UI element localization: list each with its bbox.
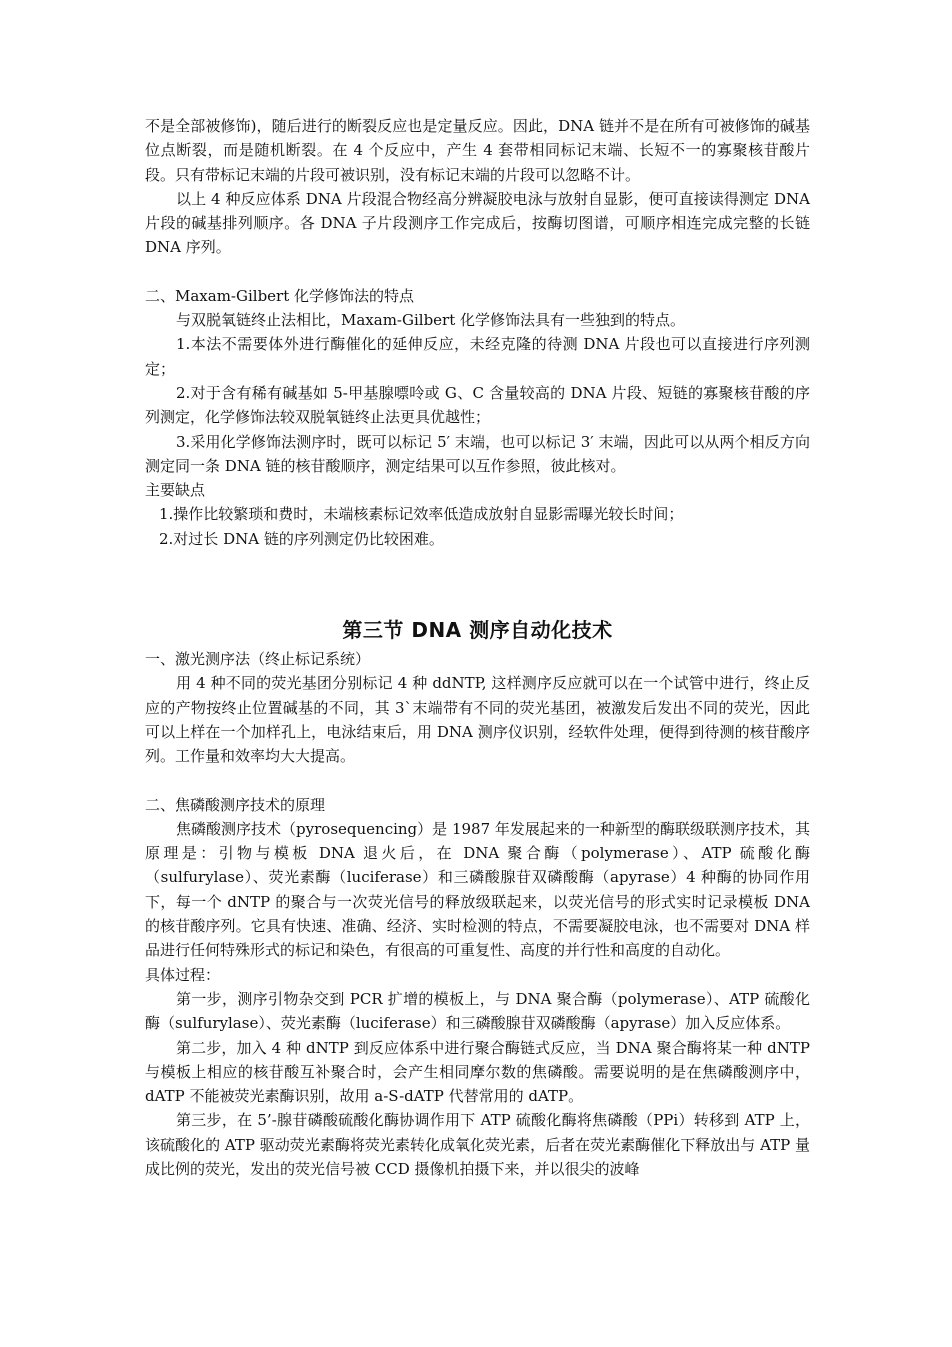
drawback-item-1: 1.操作比较繁琐和费时，未端核素标记效率低造成放射自显影需曝光较长时间； [159, 505, 684, 524]
paragraph-laser-sequencing: 用 4 种不同的荧光基团分别标记 4 种 ddNTP, 这样测序反应就可以在一个试管中进行，终止反应的产物按终止位置碱基的不同，其 3`末端带有不同的荧光基团，被激发后发出不同的荧光，因此可以上样在一个加样孔上，电泳结束后，用 DNA 测序仪识别，经软件处理，便得到待测的核苷酸序列。工作量和效率均大大提高。 [145, 674, 810, 766]
feature-item-2: 2.对于含有稀有碱基如 5-甲基腺嘌呤或 G、C 含量较高的 DNA 片段、短链的寡聚核苷酸的序列测定，化学修饰法较双脱氧链终止法更具优越性； [145, 383, 810, 427]
heading-laser-sequencing: 一、激光测序法（终止标记系统） [145, 650, 371, 669]
heading-process: 具体过程： [145, 965, 221, 984]
spacer [145, 769, 810, 793]
paragraph-features-intro: 与双脱氧链终止法相比，Maxam-Gilbert 化学修饰法具有一些独到的特点。 [176, 311, 686, 330]
feature-item-1: 1.本法不需要体外进行酶催化的延伸反应，未经克隆的待测 DNA 片段也可以直接进行序列测定； [145, 335, 810, 378]
document-page [145, 114, 810, 1181]
spacer [145, 260, 810, 284]
heading-drawbacks: 主要缺点 [145, 481, 206, 500]
spacer [145, 551, 810, 613]
drawback-item-2: 2.对过长 DNA 链的序列测定仍比较困难。 [159, 529, 444, 548]
paragraph-continuation: 不是全部被修饰)，随后进行的断裂反应也是定量反应。因此，DNA 链并不是在所有可被修饰的碱基位点断裂，而是随机断裂。在 4 个反应中，产生 4 套带相同标记末端、长短不一的寡聚核苷酸片段。只有带标记末端的片段可被识别，没有标记末端的片段可以忽略不计。 [145, 117, 810, 184]
heading-maxam-gilbert-features: 二、Maxam-Gilbert 化学修饰法的特点 [145, 286, 415, 305]
heading-pyrosequencing: 二、焦磷酸测序技术的原理 [145, 795, 326, 814]
section-title: 第三节 DNA 测序自动化技术 [342, 618, 613, 643]
feature-item-3: 3.采用化学修饰法测序时，既可以标记 5′ 末端，也可以标记 3′ 末端，因此可以从两个相反方向测定同一条 DNA 链的核苷酸顺序，测定结果可以互作参照，彼此核对。 [145, 432, 810, 475]
process-step-2: 第二步，加入 4 种 dNTP 到反应体系中进行聚合酶链式反应，当 DNA 聚合酶将某一种 dNTP 与模板上相应的核苷酸互补聚合时，会产生相同摩尔数的焦磷酸。需要说明的是在焦磷酸测序中，dATP 不能被荧光素酶识别，故用 a-S-dATP 代替常用的 dATP。 [145, 1038, 810, 1106]
paragraph-pyrosequencing: 焦磷酸测序技术（pyrosequencing）是 1987 年发展起来的一种新型的酶联级联测序技术，其原理是：引物与模板 DNA 退火后，在 DNA 聚合酶（polymerase）、ATP 硫酸化酶（sulfurylase）、荧光素酶（luciferase）和三磷酸腺苷双磷酸酶（apyrase）4 种酶的协同作用下，每一个 dNTP 的聚合与一次荧光信号的释放级联起来，以荧光信号的形式实时记录模板 DNA 的核苷酸序列。它具有快速、准确、经济、实时检测的特点，不需要凝胶电泳，也不需要对 DNA 样品进行任何特殊形式的标记和染色，有很高的可重复性、高度的并行性和高度的自动化。 [145, 819, 810, 960]
paragraph-gel-electrophoresis: 以上 4 种反应体系 DNA 片段混合物经高分辨凝胶电泳与放射自显影，便可直接读得测定 DNA 片段的碱基排列顺序。各 DNA 子片段测序工作完成后，按酶切图谱，可顺序相连完成完整的长链 DNA 序列。 [145, 189, 810, 257]
process-step-3: 第三步，在 5’-腺苷磷酸硫酸化酶协调作用下 ATP 硫酸化酶将焦磷酸（PPi）转移到 ATP 上，该硫酸化的 ATP 驱动荧光素酶将荧光素转化成氧化荧光素，后者在荧光素酶催化下释放出与 ATP 量成比例的荧光，发出的荧光信号被 CCD 摄像机拍摄下来，并以很尖的波峰 [145, 1111, 810, 1178]
process-step-1: 第一步，测序引物杂交到 PCR 扩增的模板上，与 DNA 聚合酶（polymerase）、ATP 硫酸化酶（sulfurylase）、荧光素酶（luciferase）和三磷酸腺苷双磷酸酶（apyrase）加入反应体系。 [145, 989, 810, 1033]
